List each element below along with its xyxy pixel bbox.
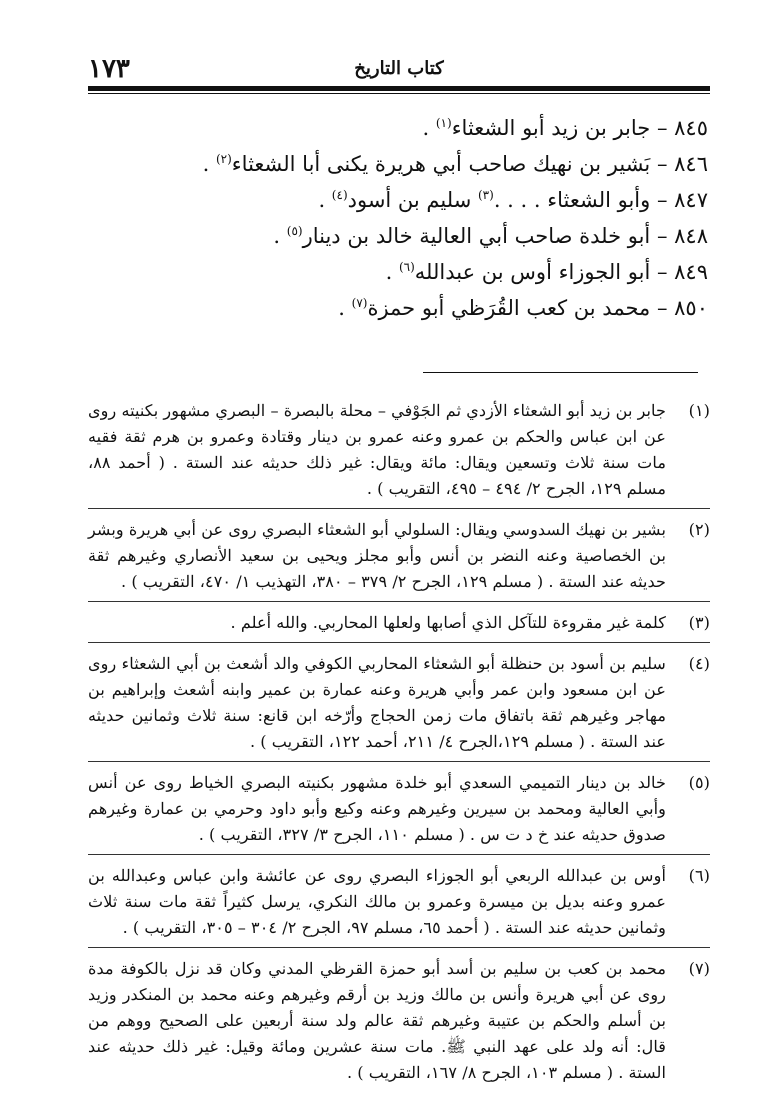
footnote-7 [88,956,710,1086]
footnote-1 [88,398,710,502]
entry-text: جابر بن زيد أبو الشعثاء [451,116,651,140]
entry-end: . [273,224,287,248]
footnote-ref: (٦) [398,260,415,274]
footnote-ref: (٤) [331,188,348,202]
footnote-number: (١) [688,401,710,420]
footnote-divider [88,761,710,762]
header-rule-thick [88,86,710,91]
entry-850 [148,290,708,326]
footnote-divider [88,601,710,602]
entry-text: أبو خلدة صاحب أبي العالية خالد بن دينار [302,224,651,248]
footnote-text: جابر بن زيد أبو الشعثاء الأزدي ثم الجَوْفي – محلة بالبصرة – البصري مشهور بكنيته روى عن ابن عباس والحكم بن عمرو وعنه عمرو بن دينار وقتادة وعمرو بن هرم ثقة فقيه مات سنة ثلاث وتسعين ويقال: مائة ويقال: غير ذلك حديثه عند الستة . ( أحمد ٨٨، مسلم ١٢٩، الجرح ٢/ ٤٩٤ – ٤٩٥، التقريب ) . [88,401,666,498]
footnote-text: خالد بن دينار التميمي السعدي أبو خلدة مشهور بكنيته البصري الخياط روى عن أنس وأبي العالية ومحمد بن سيرين وغيرهم وعنه وكيع وأبو داود وحرمي بن عمارة وغيرهم صدوق حديثه عند خ د ت س . ( مسلم ١١٠، الجرح ٣/ ٣٢٧، التقريب ) . [88,773,666,844]
entry-text: أبو الجوزاء أوس بن عبدالله [414,260,651,284]
entry-number: ٨٤٥ – [656,116,708,140]
footnote-ref: (١) [435,116,452,130]
entry-end: . [202,152,216,176]
footnote-separator-rule [423,372,698,373]
entry-number: ٨٤٧ – [656,188,708,212]
entry-849 [148,254,708,290]
entry-number: ٨٤٦ – [656,152,708,176]
footnote-ref: (٢) [215,152,232,166]
entry-text: محمد بن كعب القُرَظي أبو حمزة [367,296,651,320]
entry-list [148,110,708,326]
footnote-number: (٧) [688,959,710,978]
footnote-ref: (٣) [477,188,494,202]
page-header [88,50,710,88]
footnote-4 [88,651,710,755]
entry-847 [148,182,708,218]
entry-end: . [422,116,436,140]
entry-number: ٨٥٠ – [656,296,708,320]
footnote-3 [88,610,710,636]
entry-number: ٨٤٨ – [656,224,708,248]
footnote-text: سليم بن أسود بن حنظلة أبو الشعثاء المحاربي الكوفي والد أشعث بن أبي الشعثاء روى عن ابن مسعود وابن عمر وأبي هريرة وعنه عمارة بن عمير وابنه أشعث وإبراهيم بن مهاجر وغيرهم ثقة باتفاق مات زمن الحجاج وأرّخه ابن قانع: سنة ثلاث وثمانين حديثه عند الستة . ( مسلم ١٢٩،الجرح ٤/ ٢١١، أحمد ١٢٢، التقريب ) . [88,654,666,751]
entry-846 [148,146,708,182]
running-title: كتاب التاريخ [354,58,444,79]
footnote-number: (٤) [688,654,710,673]
entry-text: بَشير بن نهيك صاحب أبي هريرة يكنى أبا الشعثاء [231,152,651,176]
footnote-5 [88,770,710,848]
entry-end: . [318,188,332,212]
footnote-number: (٥) [688,773,710,792]
entry-end: . [338,296,352,320]
footnote-ref: (٥) [286,224,303,238]
footnote-divider [88,947,710,948]
footnote-divider [88,508,710,509]
footnote-text: كلمة غير مقروءة للتآكل الذي أصابها ولعلها المحاربي. والله أعلم . [230,613,666,632]
entry-text-continued: سليم بن أسود [347,188,478,212]
footnote-divider [88,642,710,643]
footnote-number: (٣) [688,613,710,632]
entry-848 [148,218,708,254]
header-rule-thin [88,93,710,94]
footnote-divider [88,854,710,855]
page-number: ١٧٣ [88,54,130,84]
entry-end: . [385,260,399,284]
entry-number: ٨٤٩ – [656,260,708,284]
footnote-6 [88,863,710,941]
footnote-text: أوس بن عبدالله الربعي أبو الجوزاء البصري روى عن عائشة وابن عباس وعبدالله بن عمرو وعنه بديل بن ميسرة وعمرو بن مالك النكري، يرسل كثيراً ثقة مات سنة ثلاث وثمانين حديثه عند الستة . ( أحمد ٦٥، مسلم ٩٧، الجرح ٢/ ٣٠٤ – ٣٠٥، التقريب ) . [88,866,666,937]
footnote-text: بشير بن نهيك السدوسي ويقال: السلولي أبو الشعثاء البصري روى عن أبي هريرة وبشر بن الخصاصية وعنه النضر بن أنس وأبو مجلز ويحيى بن سعيد الأنصاري وغيرهم ثقة حديثه عند الستة . ( مسلم ١٢٩، الجرح ٢/ ٣٧٩ – ٣٨٠، التهذيب ١/ ٤٧٠، التقريب ) . [88,520,666,591]
footnotes [88,398,710,1086]
entry-text: وأبو الشعثاء . . . . [493,188,651,212]
entry-845 [148,110,708,146]
footnote-2 [88,517,710,595]
footnote-ref: (٧) [351,296,368,310]
footnote-number: (٢) [688,520,710,539]
footnote-number: (٦) [688,866,710,885]
footnote-text: محمد بن كعب بن سليم بن أسد أبو حمزة القرظي المدني وكان قد نزل بالكوفة مدة روى عن أبي هريرة وأنس بن مالك وزيد بن أرقم وغيرهم وعنه محمد بن المنكدر وزيد بن أسلم والحكم بن عتيبة وغيرهم ثقة عالم ولد سنة أربعين على الصحيح ووهم من قال: أنه ولد على عهد النبي ﷺ. مات سنة عشرين ومائة وقيل: غير ذلك حديثه عند الستة . ( مسلم ١٠٣، الجرح ٨/ ١٦٧، التقريب ) . [88,959,666,1082]
